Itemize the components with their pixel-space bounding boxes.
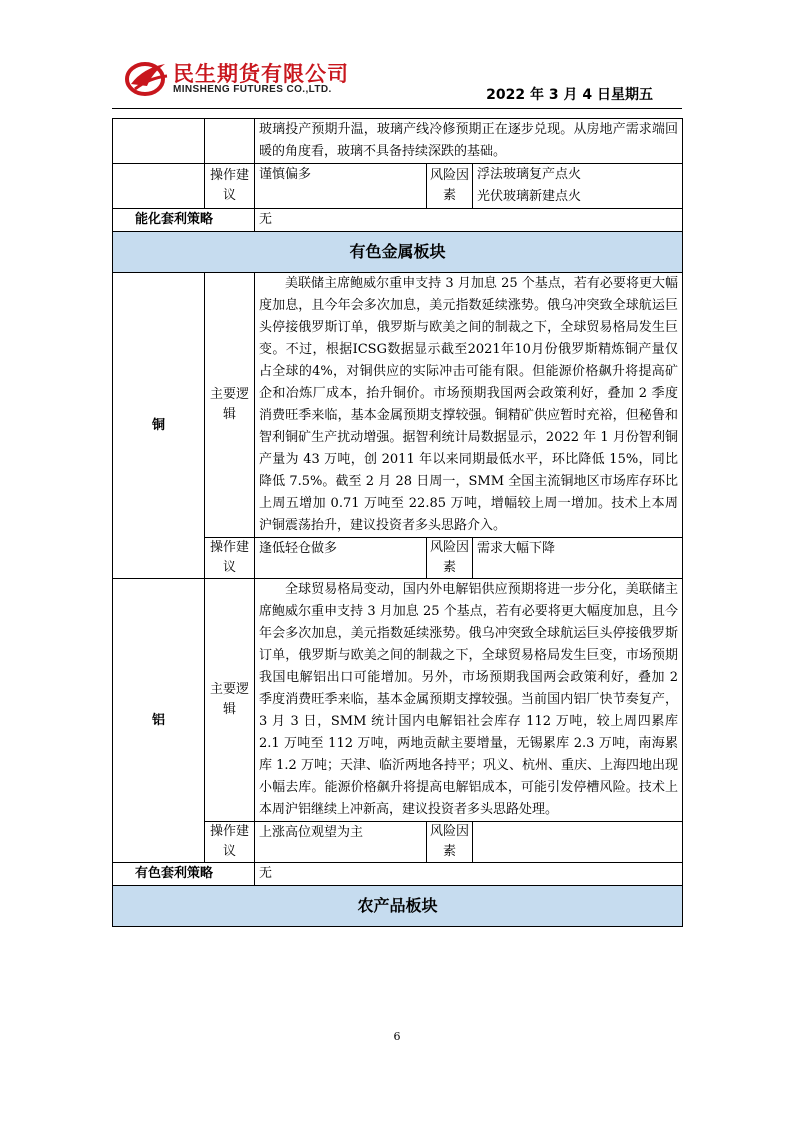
glass-logic-text: 玻璃投产预期升温，玻璃产线冷修预期正在逐步兑现。从房地产需求端回暖的角度看，玻璃不具备持续深跌的基础。 — [255, 119, 683, 164]
company-name-en: MINSHENG FUTURES CO.,LTD. — [173, 84, 332, 95]
metals-arbitrage-label: 有色套利策略 — [113, 863, 255, 886]
operation-advice-label: 操作建议 — [205, 164, 255, 209]
aluminum-risk-text — [473, 822, 683, 863]
energy-arbitrage-value: 无 — [255, 209, 683, 232]
copper-name: 铜 — [113, 273, 205, 579]
company-name-cn: 民生期货有限公司 — [173, 62, 349, 86]
agri-section-title: 农产品板块 — [113, 886, 683, 927]
page-number: 6 — [393, 1030, 401, 1043]
glass-risk-line-1: 浮法玻璃复产点火 — [477, 167, 582, 182]
aluminum-logic-label: 主要逻辑 — [205, 579, 255, 822]
copper-risk-text: 需求大幅下降 — [473, 538, 683, 579]
energy-arbitrage-row — [113, 209, 683, 232]
risk-factor-label: 风险因素 — [427, 164, 473, 209]
glass-risk-line-2: 光伏玻璃新建点火 — [477, 189, 582, 204]
aluminum-risk-label: 风险因素 — [427, 822, 473, 863]
minsheng-logo-icon — [125, 56, 169, 98]
agri-section-row — [113, 886, 683, 927]
aluminum-logic-text: 全球贸易格局变动，国内外电解铝供应预期将进一步分化，美联储主席鲍威尔重申支持 3 月加息 25 个基点，若有必要将更大幅度加息，且今年会多次加息，美元指数延续涨势。俄乌冲突致全球航运巨头停接俄罗斯订单，俄罗斯与欧美之间的制裁之下，全球贸易格局发生巨变，市场预期我国电解铝出口可能增加。另外，市场预期我国两会政策利好，叠加 2 季度消费旺季来临，基本金属预期支撑较强。当前国内铝厂快节奏复产，3 月 3 日，SMM 统计国内电解铝社会库存 112 万吨，较上周四累库 2.1 万吨至 112 万吨，两地贡献主要增量，无锡累库 2.3 万吨，南海累库 1.2 万吨；天津、临沂两地各持平；巩义、杭州、重庆、上海四地出现小幅去库。能源价格飙升将提高电解铝成本，可能引发停槽风险。技术上本周沪铝继续上冲新高，建议投资者多头思路处理。 — [255, 579, 683, 822]
company-logo — [125, 56, 365, 102]
copper-logic-row — [113, 273, 683, 538]
copper-logic-label: 主要逻辑 — [205, 273, 255, 538]
aluminum-operation-label: 操作建议 — [205, 822, 255, 863]
metals-arbitrage-value: 无 — [255, 863, 683, 886]
glass-operation-row — [113, 164, 683, 209]
strategy-table — [112, 118, 683, 927]
copper-operation-label: 操作建议 — [205, 538, 255, 579]
metals-arbitrage-row — [113, 863, 683, 886]
glass-operation-text: 谨慎偏多 — [255, 164, 427, 209]
aluminum-logic-row — [113, 579, 683, 822]
copper-risk-label: 风险因素 — [427, 538, 473, 579]
glass-risk-cell — [473, 164, 683, 209]
metals-section-title: 有色金属板块 — [113, 232, 683, 273]
copper-logic-text: 美联储主席鲍威尔重申支持 3 月加息 25 个基点，若有必要将更大幅度加息，且今年会多次加息，美元指数延续涨势。俄乌冲突致全球航运巨头停接俄罗斯订单，俄罗斯与欧美之间的制裁之下，全球贸易格局发生巨变。不过，根据ICSG数据显示截至2021年10月份俄罗斯精炼铜产量仅占全球的4%，对铜供应的实际冲击可能有限。但能源价格飙升将提高矿企和冶炼厂成本，抬升铜价。市场预期我国两会政策利好，叠加 2 季度消费旺季来临，基本金属预期支撑较强。铜精矿供应暂时充裕，但秘鲁和智利铜矿生产扰动增强。据智利统计局数据显示，2022 年 1 月份智利铜产量为 43 万吨，创 2011 年以来同期最低水平，环比降低 15%，同比降低 7.5%。截至 2 月 28 日周一，SMM 全国主流铜地区市场库存环比上周五增加 0.71 万吨至 22.85 万吨，增幅较上周一增加。技术上本周沪铜震荡抬升，建议投资者多头思路介入。 — [255, 273, 683, 538]
glass-logic-row — [113, 119, 683, 164]
glass-name-cell — [113, 119, 205, 164]
copper-operation-text: 逢低轻仓做多 — [255, 538, 427, 579]
glass-logic-label-cell — [205, 119, 255, 164]
report-date: 2022 年 3 月 4 日星期五 — [486, 87, 653, 103]
aluminum-operation-text: 上涨高位观望为主 — [255, 822, 427, 863]
energy-arbitrage-label: 能化套利策略 — [113, 209, 255, 232]
metals-section-row — [113, 232, 683, 273]
header-divider — [112, 108, 682, 109]
aluminum-name: 铝 — [113, 579, 205, 863]
glass-name-cell-2 — [113, 164, 205, 209]
